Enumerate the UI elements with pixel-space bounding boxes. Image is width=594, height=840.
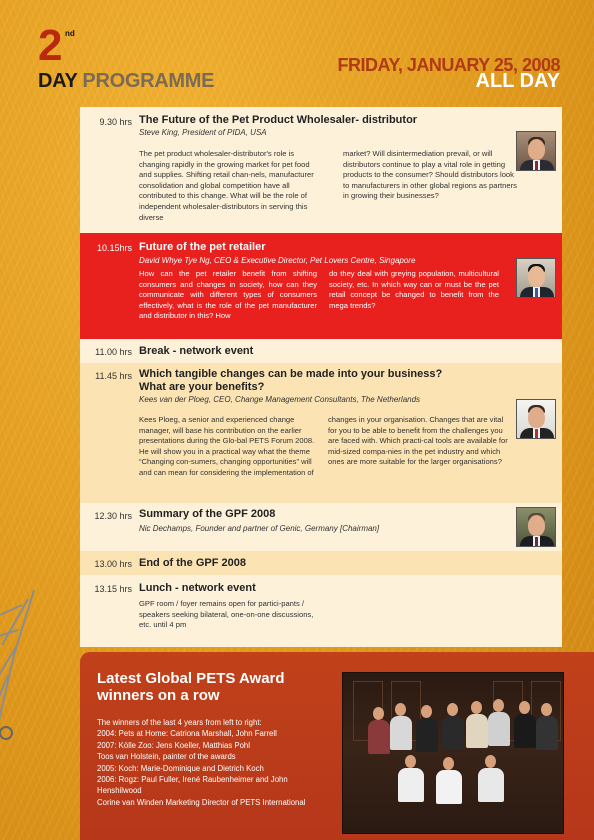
session-row	[80, 339, 562, 363]
award-line: 2004: Pets at Home: Catriona Marshall, John Farrell	[97, 729, 277, 739]
session-text-col1: GPF room / foyer remains open for partici-pants / speakers seeking bilateral, one-on-one discussions, etc. until 4 pm	[139, 599, 314, 630]
session-title: Which tangible changes can be made into your business? What are your benefits?	[139, 368, 443, 393]
session-title: The Future of the Pet Product Wholesaler- distributor	[139, 114, 418, 126]
day-programme-title	[38, 70, 214, 92]
session-speaker: David Whye Tye Ng, CEO & Executive Director, Pet Lovers Centre, Singapore	[139, 256, 416, 265]
speaker-photo	[516, 507, 556, 547]
session-row	[80, 575, 562, 647]
session-time: 9.30 hrs	[99, 117, 132, 127]
day-heading	[38, 21, 218, 94]
session-speaker: Kees van der Ploeg, CEO, Change Management Consultants, The Netherlands	[139, 395, 421, 404]
session-row-highlighted	[80, 233, 562, 339]
speaker-photo	[516, 131, 556, 171]
session-title: End of the GPF 2008	[139, 557, 246, 569]
session-text-col1: The pet product wholesaler-distributor's role is changing rapidly in the growing market for pet food and supplies. Shifting retail chan-nels, manufacturer consolidation and global competition have all contributed to this change. What will be the role of independent wholesaler-distributors in serving this diverse	[139, 149, 314, 222]
session-title: Break - network event	[139, 345, 254, 357]
session-time: 11.45 hrs	[95, 371, 132, 381]
award-line: Corine van Winden Marketing Director of PETS International	[97, 797, 306, 807]
session-time: 10.15hrs	[96, 243, 132, 253]
session-row	[80, 503, 562, 551]
session-title: Summary of the GPF 2008	[139, 508, 276, 520]
session-text-col2: market? Will disintermediation prevail, or will distributors continue to play a vital role in getting products to the consumer? Should distributors look to manufacturers in other global regions as partners in growing their businesses?	[343, 149, 517, 201]
day-word: DAY	[38, 70, 78, 92]
session-text-col1: How can the pet retailer benefit from shifting consumers and changes in society, how can they communicate with different types of consumers effectively, what is the role of the pet manufacturer and distributor in this? How	[139, 269, 317, 321]
day-suffix: nd	[65, 29, 75, 38]
session-text-col2: do they deal with greying population, multicultural society, etc. In which way can or must be the pet retail concept be changed to benefit from the mega trends?	[329, 269, 499, 310]
programme-word: PROGRAMME	[82, 70, 215, 92]
session-row	[80, 363, 562, 503]
award-line: The winners of the last 4 years from left to right:	[97, 718, 262, 727]
session-text-col1: Kees Ploeg, a senior and experienced change manager, will base his contribution on the earlier presentations during the Glo-bal PETS Forum 2008. He will show you in a practical way what the theme “Changing con-sumers, changing opportunities” will and can mean for considering the implementation of	[139, 415, 315, 477]
session-title: Future of the pet retailer	[139, 241, 266, 253]
day-number: 2	[38, 21, 63, 70]
award-line: Toos van Holstein, painter of the awards	[97, 752, 236, 762]
speaker-photo	[516, 399, 556, 439]
award-winners-list	[97, 717, 347, 808]
session-time: 13.00 hrs	[94, 559, 132, 569]
session-time: 11.00 hrs	[95, 347, 132, 357]
all-day-label: ALL DAY	[475, 70, 560, 92]
session-row	[80, 551, 562, 575]
event-date: FRIDAY, JANUARY 25, 2008	[337, 55, 560, 75]
speaker-photo	[516, 258, 556, 298]
session-time: 12.30 hrs	[94, 511, 132, 521]
award-line: Henshilwood	[97, 786, 142, 796]
session-row	[80, 107, 562, 233]
award-section	[80, 652, 594, 840]
session-text-col2: changes in your organisation. Changes that are vital for you to be able to benefit from the challenges you are faced with. Which practi-cal tools are available for mid-sized compa-nies in the pet industry and which ones are more suitable for the larger organisations?	[328, 415, 508, 467]
session-speaker: Nic Dechamps, Founder and partner of Genic, Germany [Chairman]	[139, 524, 380, 533]
award-line: 2006: Rogz: Paul Fuller, Irené Raubenheimer and John	[97, 775, 288, 785]
programme-panel	[80, 107, 562, 647]
session-time: 13.15 hrs	[94, 584, 132, 594]
award-line: 2007: Kölle Zoo: Jens Koeller, Matthias Pohl	[97, 740, 250, 750]
session-speaker: Steve King, President of PIDA, USA	[139, 128, 267, 137]
award-line: 2005: Koch: Marie-Dominique and Dietrich Koch	[97, 763, 264, 773]
session-title: Lunch - network event	[139, 582, 256, 594]
award-winners-photo	[342, 672, 564, 834]
shopping-cart-icon	[0, 585, 64, 745]
award-title: Latest Global PETS Award winners on a row	[97, 670, 285, 704]
